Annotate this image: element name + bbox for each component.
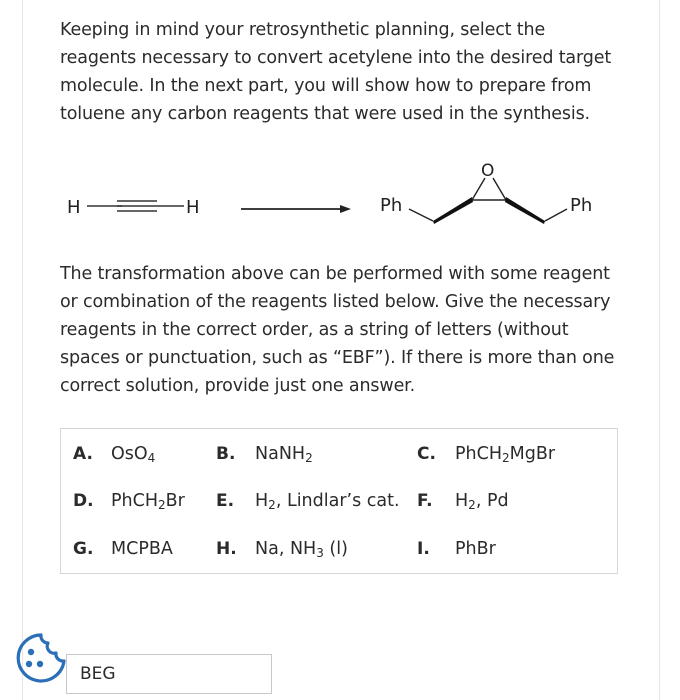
product-ph-right: Ph [570, 195, 593, 216]
reactant-h-left: H [67, 197, 81, 218]
reactant-h-right: H [186, 197, 200, 218]
reagent-table: A. OsO$_4$ B. NaNH$_2$ C. PhCH$_2$MgBr D. PhCH$_2$Br E. $H_2$, Lindlar’s cat. F. $H_2$, Pd G. MCPBA H. Na, $NH_3$ (l) I. PhBr [60, 428, 618, 574]
cookie-icon[interactable] [14, 631, 68, 685]
reaction-scheme [60, 150, 640, 240]
product-ph-left: Ph [380, 195, 403, 216]
answer-input[interactable]: BEG [66, 654, 272, 694]
epoxide-oxygen: O [481, 161, 495, 181]
question-instructions: The transformation above can be performed with some reagent or combination of the reagents listed below. Give the necessary reagents in the correct order, as a string of letters (without spaces or punctuation, such as “EBF”). If there is more than one correct solution, provide just one answer. [60, 264, 615, 396]
question-intro: Keeping in mind your retrosynthetic planning, select the reagents necessary to convert acetylene into the desired target molecule. In the next part, you will show how to prepare from toluene any carbon reagents that were used in the synthesis. [60, 20, 612, 124]
